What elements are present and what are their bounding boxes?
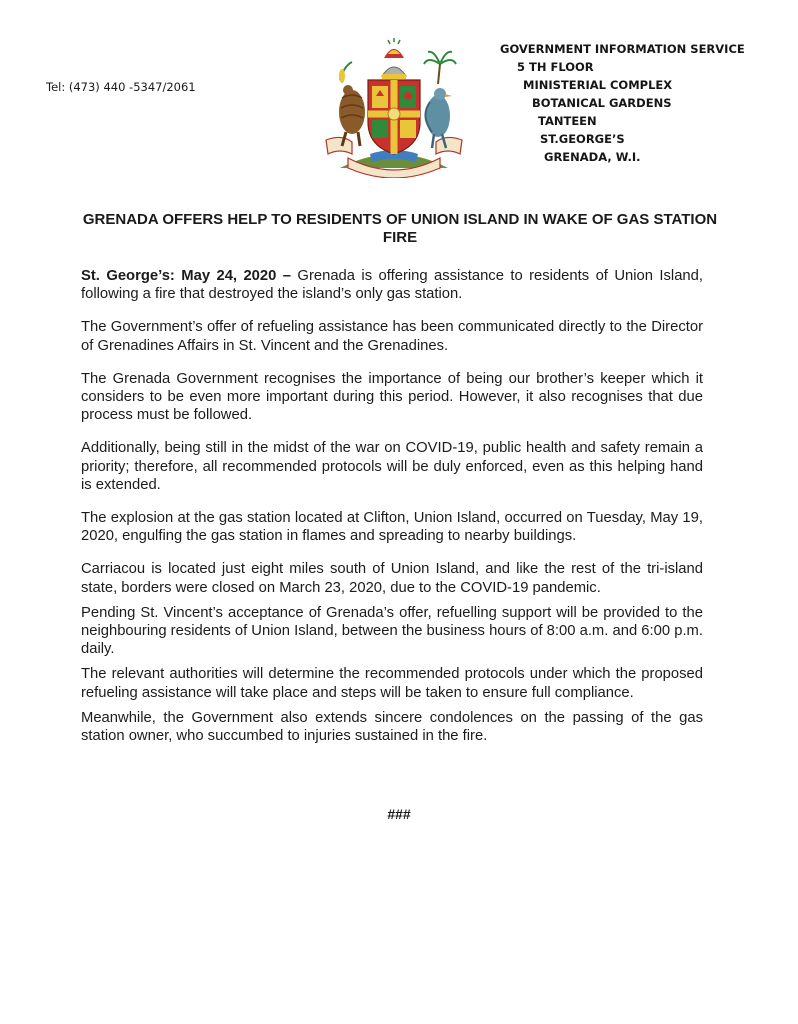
- press-release-body: [81, 267, 703, 760]
- address-line: ST.GEORGE’S: [540, 132, 625, 146]
- telephone-number: Tel: (473) 440 -5347/2061: [46, 80, 196, 94]
- body-paragraph: Additionally, being still in the midst of the war on COVID-19, public health and safety remain a priority; therefore, all recommended protocols will be duly enforced, even as this helping hand is extended.: [81, 440, 703, 493]
- address-line: MINISTERIAL COMPLEX: [523, 78, 673, 92]
- address-line: BOTANICAL GARDENS: [532, 96, 672, 110]
- body-paragraph: The relevant authorities will determine the recommended protocols under which the proposed refueling assistance will take place and steps will be taken to ensure full compliance.: [81, 666, 703, 701]
- body-paragraph: Carriacou is located just eight miles south of Union Island, and like the rest of the tri-island state, borders were closed on March 23, 2020, due to the COVID-19 pandemic.: [81, 561, 703, 596]
- address-line: GOVERNMENT INFORMATION SERVICE: [500, 42, 745, 56]
- grenada-coat-of-arms-icon: [322, 36, 466, 178]
- dateline: St. George’s: May 24, 2020 –: [81, 268, 292, 284]
- body-paragraph: The Grenada Government recognises the importance of being our brother’s keeper which it considers to be even more important during this period. However, it also recognises that due process must be followed.: [81, 370, 703, 424]
- address-line: 5 TH FLOOR: [517, 60, 594, 74]
- press-release-title: GRENADA OFFERS HELP TO RESIDENTS OF UNION ISLAND IN WAKE OF GAS STATION FIRE: [82, 211, 718, 246]
- body-paragraph: Pending St. Vincent’s acceptance of Grenada’s offer, refuelling support will be provided to the neighbouring residents of Union Island, between the business hours of 8:00 a.m. and 6:00 p.m. daily.: [81, 604, 703, 658]
- address-block: [500, 40, 745, 166]
- address-line: TANTEEN: [538, 114, 597, 128]
- body-paragraph: Meanwhile, the Government also extends sincere condolences on the passing of the gas station owner, who succumbed to injuries sustained in the fire.: [81, 709, 703, 745]
- lead-paragraph: [81, 267, 703, 303]
- end-of-release-mark: ###: [387, 806, 411, 822]
- body-paragraph: The Government’s offer of refueling assistance has been communicated directly to the Director of Grenadines Affairs in St. Vincent and the Grenadines.: [81, 319, 703, 354]
- lead-text: Grenada is offering assistance to residents of Union Island, following a fire that destroyed the island’s only gas station.: [81, 268, 703, 303]
- body-paragraph: The explosion at the gas station located at Clifton, Union Island, occurred on Tuesday, May 19, 2020, engulfing the gas station in flames and spreading to nearby buildings.: [81, 510, 703, 545]
- address-line: GRENADA, W.I.: [544, 150, 641, 164]
